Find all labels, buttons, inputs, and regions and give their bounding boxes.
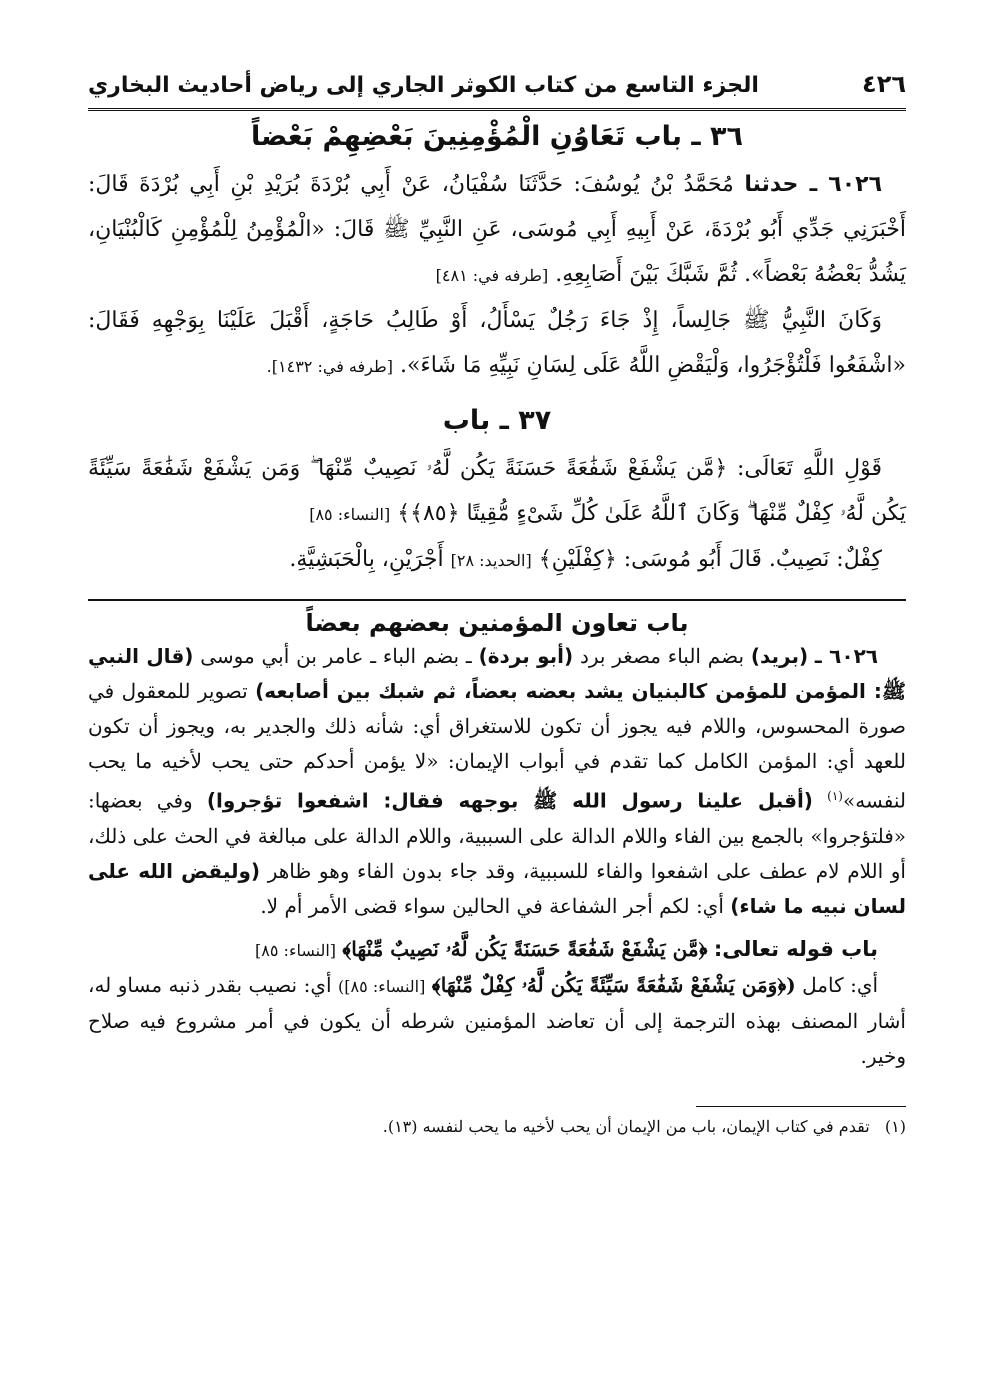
gloss-ref: [الحديد: ٢٨]	[450, 551, 532, 570]
commentary-heading-1: باب تعاون المؤمنين بعضهم بعضاً	[305, 609, 689, 637]
footnote-rule	[696, 1106, 906, 1107]
header-rule	[88, 108, 906, 111]
hadith-paragraph-2	[88, 298, 906, 389]
commentary-text: أي: لكم أجر الشفاعة في الحالين سواء قضى الأمر أم لا.	[260, 893, 724, 918]
para2-ref: [طرفه في: ١٤٣٢].	[266, 357, 393, 376]
commentary-quran: (﴿وَمَن يَشْفَعْ شَفَٰعَةً سَيِّئَةً يَكُن لَّهُۥ كِفْلٌ مِّنْهَا﴾	[431, 972, 796, 997]
gloss-paragraph	[88, 537, 906, 583]
footnote-reference[interactable]: (١)	[827, 789, 843, 803]
book-title: الجزء التاسع من كتاب الكوثر الجاري إلى رياض أحاديث البخاري	[88, 73, 759, 98]
commentary-heading-2-quran: ﴿مَّن يَشْفَعْ شَفَٰعَةً حَسَنَةً يَكُن لَّهُۥ نَصِيبٌ مِّنْهَا﴾	[342, 936, 708, 961]
gloss-quran: ﴿كِفْلَيْنِ﴾	[538, 547, 617, 572]
chapter-37-title: ٣٧ ـ باب	[442, 405, 552, 436]
hadith-6026	[88, 162, 906, 298]
footnote-text: تقدم في كتاب الإيمان، باب من الإيمان أن يحب لأخيه ما يحب لنفسه (١٣).	[382, 1116, 870, 1136]
commentary-text: تصوير للمعقول في صورة المحسوس، واللام فيه يجوز أن تكون للاستغراق أي: شأنه ذلك والجدير به، ويجوز أن تكون للعهد أي: المؤمن الكامل كما تقدم في أبواب الإيمان: «لا يؤمن أحدكم حتى يحب لأخيه ما يحب لنفسه»	[88, 679, 906, 813]
commentary-text: بضم الباء مصغر برد	[579, 644, 745, 668]
verse-intro: قَوْلِ اللَّهِ تَعَالَى:	[736, 456, 883, 481]
footnote	[88, 1115, 906, 1139]
verse-paragraph	[88, 446, 906, 537]
commentary-term: (قال النبي ﷺ: المؤمن للمؤمن كالبنيان يشد بعضه بعضاً، ثم شبك بين أصابعه)	[88, 644, 906, 703]
commentary-term: (بريد)	[750, 644, 809, 668]
verse-ref: [النساء: ٨٥]	[309, 505, 391, 524]
commentary-divider	[88, 599, 906, 601]
commentary-text: ـ بضم الباء ـ عامر بن أبي موسى	[200, 644, 472, 668]
gloss-text: كِفْلٌ: نَصِيبٌ. قَالَ أَبُو مُوسَى:	[623, 547, 882, 572]
footnote-marker: (١)	[884, 1116, 906, 1136]
commentary-ref: [النساء: ٨٥])	[338, 976, 426, 996]
running-header	[88, 60, 906, 108]
commentary-paragraph-2	[88, 968, 906, 1074]
page-number: ٤٢٦	[862, 70, 906, 98]
commentary-text: وفي بعضها: «فلتؤجروا» بالجمع بين الفاء واللام الدالة على السببية، واللام الدالة على مبالغة في الحث على ذلك، أو اللام لام عطف على اشفعوا والفاء للسببية، وقد جاء بدون الفاء وهو ظاهر	[88, 788, 906, 883]
para2-text: وَكَانَ النَّبِيُّ ﷺ جَالِساً، إِذْ جَاءَ رَجُلٌ يَسْأَلُ، أَوْ طَالِبُ حَاجَةٍ، أَقْبَلَ عَلَيْنَا بِوَجْهِهِ فَقَالَ: «اشْفَعُوا فَلْتُؤْجَرُوا، وَلْيَقْضِ اللَّهُ عَلَى لِسَانِ نَبِيِّهِ مَا شَاءَ».	[88, 308, 906, 378]
chapter-36-title: ٣٦ ـ باب تَعَاوُنِ الْمُؤْمِنِينَ بَعْضِهِمْ بَعْضاً	[251, 121, 743, 152]
commentary-text: أي: نصيب بقدر ذنبه مساو له، أشار المصنف بهذه الترجمة إلى أن تعاضد المؤمنين شرطه أن يكون في أمر مشروع فيه صلاح وخير.	[88, 972, 906, 1068]
commentary-heading-2-ref: [النساء: ٨٥]	[255, 940, 337, 960]
commentary-term: (أبو بردة)	[478, 644, 574, 668]
hadith-number: ٦٠٢٦ ـ حدثنا	[744, 172, 883, 197]
verse-text: ﴿مَّن يَشْفَعْ شَفَٰعَةً حَسَنَةً يَكُن لَّهُۥ نَصِيبٌ مِّنْهَا ۖ وَمَن يَشْفَعْ شَفَٰعَةً سَيِّئَةً يَكُن لَّهُۥ كِفْلٌ مِّنْهَا ۗ وَكَانَ ٱللَّهُ عَلَىٰ كُلِّ شَىْءٍ مُّقِيتًا ﴿٨٥﴾﴾	[88, 456, 906, 526]
commentary-paragraph-1	[88, 639, 906, 924]
commentary-term: (وليقض الله على لسان نبيه ما شاء)	[88, 858, 906, 918]
gloss-end: أَجْرَيْنِ، بِالْحَبَشِيَّةِ.	[289, 547, 444, 572]
hadith-text: مُحَمَّدُ بْنُ يُوسُفَ: حَدَّثَنَا سُفْيَانُ، عَنْ أَبِي بُرْدَةَ بُرَيْدِ بْنِ أَبِي بُرْدَةَ قَالَ: أَخْبَرَنِي جَدِّي أَبُو بُرْدَةَ، عَنْ أَبِيهِ أَبِي مُوسَى، عَنِ النَّبِيِّ ﷺ قَالَ: «الْمُؤْمِنُ لِلْمُؤْمِنِ كَالْبُنْيَانِ، يَشُدُّ بَعْضُهُ بَعْضاً». ثُمَّ شَبَّكَ بَيْنَ أَصَابِعِهِ.	[88, 172, 906, 287]
commentary-heading-2-label: باب قوله تعالى:	[713, 936, 878, 961]
commentary-text: أي: كامل	[802, 972, 879, 997]
page	[88, 60, 906, 1139]
commentary-number: ٦٠٢٦ ـ	[814, 644, 878, 668]
hadith-ref: [طرفه في: ٤٨١]	[435, 266, 549, 285]
commentary-term: (أقبل علينا رسول الله ﷺ بوجهه فقال: اشفعوا تؤجروا)	[206, 788, 813, 813]
commentary-heading-2	[88, 932, 906, 968]
